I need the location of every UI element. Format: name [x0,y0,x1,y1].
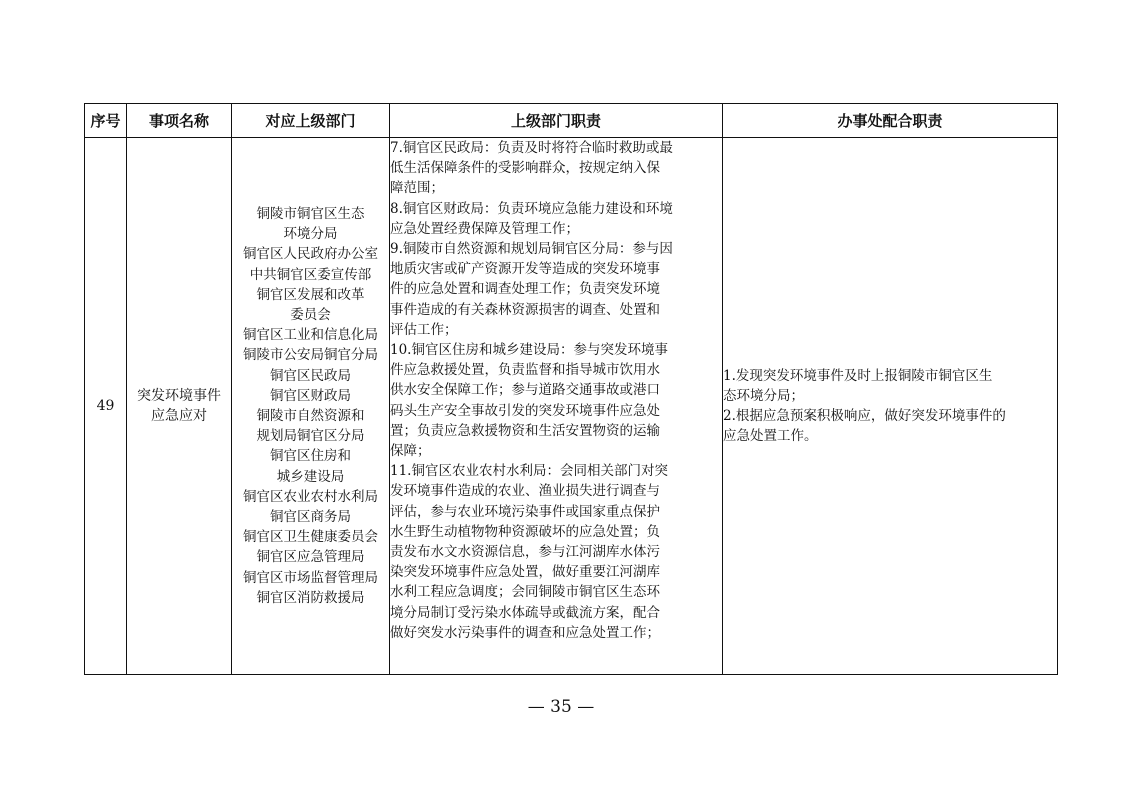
department-line: 规划局铜官区分局 [256,428,365,445]
departments-cell [232,138,390,675]
department-line: 铜官区工业和信息化局 [243,327,378,344]
duty-line: 供水安全保障工作；参与道路交通事故或港口 [390,382,660,399]
duty-line: 10.铜官区住房和城乡建设局：参与突发环境事 [390,342,668,359]
department-line: 城乡建设局 [276,468,345,485]
department-line: 铜陵市公安局铜官分局 [243,347,378,364]
coop-line: 1.发现突发环境事件及时上报铜陵市铜官区生 [723,367,993,384]
department-line: 委员会 [290,306,331,323]
duty-line: 境分局制订受污染水体疏导或截流方案，配合 [390,604,660,621]
coop-line: 应急处置工作。 [723,428,818,445]
department-line: 铜官区发展和改革 [256,286,365,303]
header-office-duties: 办事处配合职责 [723,104,1058,138]
department-line: 铜官区住房和 [270,448,351,465]
duty-line: 地质灾害或矿产资源开发等造成的突发环境事 [390,261,660,278]
department-line: 铜官区商务局 [270,509,351,526]
duty-line: 水利工程应急调度；会同铜陵市铜官区生态环 [390,584,660,601]
department-line: 环境分局 [283,226,338,243]
department-line: 铜官区人民政府办公室 [243,246,378,263]
department-line: 铜官区财政局 [270,387,351,404]
office-duties-cell [723,138,1058,675]
header-number: 序号 [85,104,127,138]
duty-line: 保障； [390,443,431,460]
department-line: 铜官区消防救援局 [256,589,365,606]
duty-line: 件的应急处置和调查处理工作；负责突发环境 [390,281,660,298]
department-line: 铜官区应急管理局 [256,549,365,566]
duty-line: 做好突发水污染事件的调查和应急处置工作； [390,624,660,641]
duty-line: 评估工作； [390,321,458,338]
duty-line: 8.铜官区财政局：负责环境应急能力建设和环境 [390,200,673,217]
page-number: — 35 — [527,697,595,717]
duty-line: 责发布水文水资源信息，参与江河湖库水体污 [390,544,660,561]
department-line: 铜官区卫生健康委员会 [243,529,378,546]
department-line: 铜官区民政局 [270,367,351,384]
dept-duties-cell [390,138,723,675]
department-line: 铜官区农业农村水利局 [243,488,378,505]
duty-line: 障范围； [390,180,444,197]
header-departments: 对应上级部门 [232,104,390,138]
header-item-name: 事项名称 [127,104,232,138]
item-name-cell [127,138,232,675]
duty-line: 评估，参与农业环境污染事件或国家重点保护 [390,503,660,520]
row-number: 49 [85,138,127,675]
duty-line: 码头生产安全事故引发的突发环境事件应急处 [390,402,660,419]
duty-line: 发环境事件造成的农业、渔业损失进行调查与 [390,483,660,500]
duty-line: 染突发环境事件应急处置，做好重要江河湖库 [390,564,660,581]
duty-line: 7.铜官区民政局：负责及时将符合临时救助或最 [390,140,673,156]
table-header-row [85,104,1058,138]
department-line: 铜陵市铜官区生态 [256,205,365,222]
item-name-line: 突发环境事件 [137,388,221,404]
item-name-line: 应急应对 [151,408,207,424]
responsibility-table [84,103,1058,675]
coop-line: 2.根据应急预案积极响应，做好突发环境事件的 [723,408,1006,424]
duty-line: 件应急救援处置，负责监督和指导城市饮用水 [390,362,660,379]
department-line: 铜陵市自然资源和 [256,408,365,424]
header-dept-duties: 上级部门职责 [390,104,723,138]
table-row [85,138,1058,675]
department-line: 中共铜官区委宣传部 [249,266,372,283]
duty-line: 水生野生动植物物种资源破坏的应急处置；负 [390,523,660,540]
duty-line: 9.铜陵市自然资源和规划局铜官区分局：参与因 [390,241,673,258]
duty-line: 置；负责应急救援物资和生活安置物资的运输 [390,422,660,439]
duty-line: 事件造成的有关森林资源损害的调查、处置和 [390,301,660,318]
department-line: 铜官区市场监督管理局 [243,569,378,586]
duty-line: 低生活保障条件的受影响群众，按规定纳入保 [390,160,660,177]
duty-line: 应急处置经费保障及管理工作； [390,220,579,237]
duty-line: 11.铜官区农业农村水利局：会同相关部门对突 [390,463,668,480]
coop-line: 态环境分局； [723,387,804,404]
